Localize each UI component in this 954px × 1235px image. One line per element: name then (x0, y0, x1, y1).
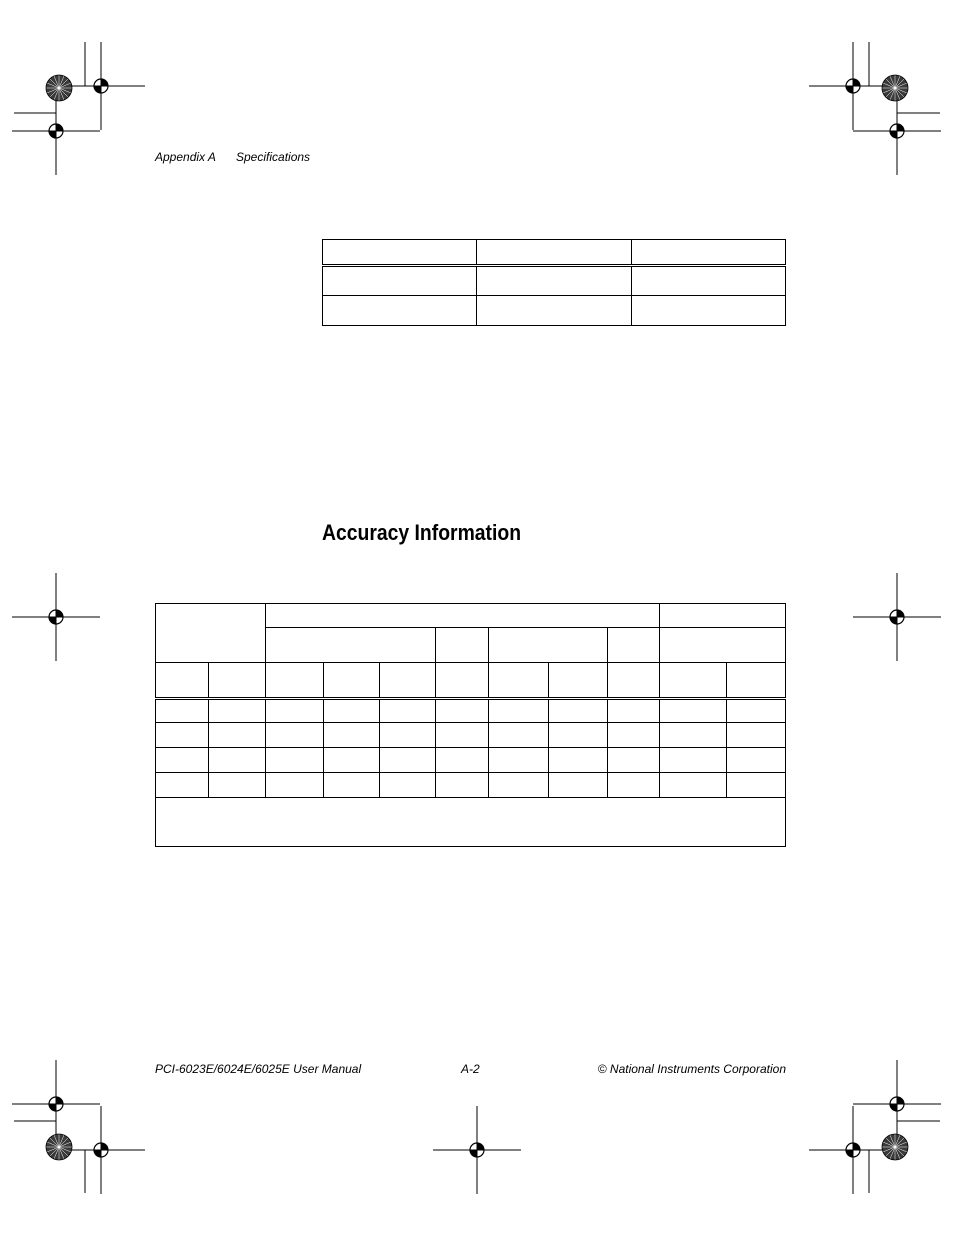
table-header-cell (489, 628, 608, 663)
table-cell (631, 296, 785, 326)
section-title: Accuracy Information (322, 520, 522, 545)
header-section-label: Specifications (236, 150, 311, 164)
table-cell (477, 266, 631, 296)
table-header-cell (156, 604, 266, 663)
upper-table (322, 239, 786, 326)
crosshair-icon (853, 573, 941, 661)
footer-copyright: © National Instruments Corporation (597, 1062, 786, 1076)
table-cell (631, 240, 785, 266)
table-cell (477, 296, 631, 326)
crosshair-icon (12, 573, 100, 661)
table-row (156, 699, 786, 723)
table-header-row (156, 663, 786, 699)
table-header-cell (265, 628, 435, 663)
table-cell (631, 266, 785, 296)
table-header-cell (660, 628, 786, 663)
table-cell (323, 240, 477, 266)
starburst-target-icon (46, 1134, 72, 1160)
table-cell (477, 240, 631, 266)
footer-page-number: A-2 (461, 1062, 480, 1076)
table-row (156, 748, 786, 773)
accuracy-table (155, 603, 786, 847)
table-cell (323, 266, 477, 296)
table-header-cell (660, 604, 786, 628)
starburst-target-icon (882, 75, 908, 101)
crosshair-icon (433, 1106, 521, 1194)
table-footnote-row (156, 798, 786, 847)
table-row (156, 723, 786, 748)
header-appendix-label: Appendix A (155, 150, 216, 164)
table-header-cell (435, 628, 489, 663)
table-cell (323, 296, 477, 326)
footer-manual-title: PCI-6023E/6024E/6025E User Manual (155, 1062, 362, 1076)
table-header-cell (608, 628, 660, 663)
table-header-cell (265, 604, 659, 628)
starburst-target-icon (882, 1134, 908, 1160)
starburst-target-icon (46, 75, 72, 101)
table-row (156, 773, 786, 798)
